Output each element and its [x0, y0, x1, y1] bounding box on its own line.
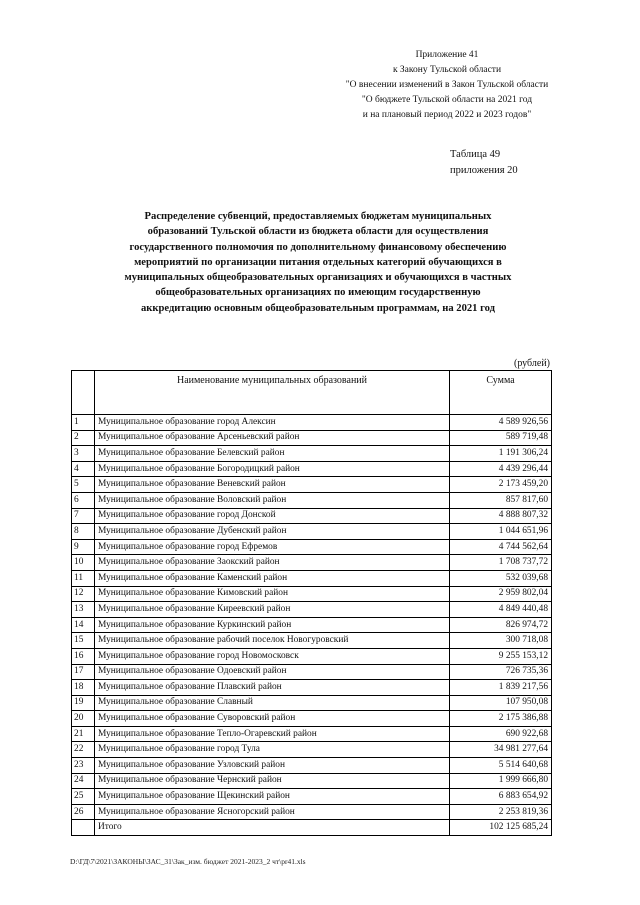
row-number-cell: 26 [72, 804, 95, 820]
row-number-cell: 25 [72, 789, 95, 805]
row-sum-cell: 726 735,36 [450, 664, 552, 680]
row-number-cell: 14 [72, 617, 95, 633]
appendix-line: и на плановый период 2022 и 2023 годов" [362, 110, 532, 120]
total-label-cell: Итого [95, 820, 450, 836]
row-name-cell: Муниципальное образование рабочий поселок Новогуровский [95, 633, 450, 649]
table-row [72, 773, 552, 789]
row-name-cell: Муниципальное образование город Донской [95, 508, 450, 524]
row-name-cell: Муниципальное образование Заокский район [95, 555, 450, 571]
appendix-line: "О бюджете Тульской области на 2021 год [361, 95, 533, 105]
row-name-cell: Муниципальное образование Воловский район [95, 492, 450, 508]
file-path-footer: D:\ГД\7\2021\ЗАКОНЫ\ЗАС_31\Зак_изм. бюджет 2021-2023_2 чт\pr41.xls [70, 857, 306, 866]
row-name-cell: Муниципальное образование Киреевский район [95, 602, 450, 618]
row-sum-cell: 4 439 296,44 [450, 461, 552, 477]
row-sum-cell: 2 175 386,88 [450, 711, 552, 727]
row-name-cell: Муниципальное образование Ясногорский район [95, 804, 450, 820]
row-number-cell: 7 [72, 508, 95, 524]
row-sum-cell: 4 849 440,48 [450, 602, 552, 618]
table-row [72, 758, 552, 774]
row-sum-cell: 2 253 819,36 [450, 804, 552, 820]
table-row [72, 492, 552, 508]
row-name-cell: Муниципальное образование Арсеньевский район [95, 430, 450, 446]
appendix-line: "О внесении изменений в Закон Тульской области [345, 80, 549, 90]
row-name-cell: Муниципальное образование Узловский район [95, 758, 450, 774]
row-name-cell: Муниципальное образование Куркинский район [95, 617, 450, 633]
row-sum-cell: 34 981 277,64 [450, 742, 552, 758]
total-number-cell [72, 820, 95, 836]
row-number-cell: 13 [72, 602, 95, 618]
row-name-cell: Муниципальное образование Веневский район [95, 477, 450, 493]
row-sum-cell: 1 191 306,24 [450, 446, 552, 462]
row-sum-cell: 5 514 640,68 [450, 758, 552, 774]
row-sum-cell: 1 708 737,72 [450, 555, 552, 571]
row-name-cell: Муниципальное образование город Новомосковск [95, 648, 450, 664]
table-row [72, 602, 552, 618]
table-row [72, 586, 552, 602]
row-number-cell: 2 [72, 430, 95, 446]
table-header-row [72, 371, 552, 415]
table-row [72, 446, 552, 462]
row-number-cell: 3 [72, 446, 95, 462]
row-sum-cell: 2 959 802,04 [450, 586, 552, 602]
row-sum-cell: 2 173 459,20 [450, 477, 552, 493]
table-row [72, 633, 552, 649]
table-row [72, 680, 552, 696]
table-number: Таблица 49 [450, 149, 501, 160]
title-line: общеобразовательных организациях по имеющим государственную [155, 287, 481, 299]
row-number-cell: 6 [72, 492, 95, 508]
subsidy-table [71, 370, 552, 836]
total-sum-cell: 102 125 685,24 [450, 820, 552, 836]
row-sum-cell: 1 999 666,80 [450, 773, 552, 789]
row-number-cell: 15 [72, 633, 95, 649]
appendix-line: к Закону Тульской области [392, 65, 502, 75]
row-name-cell: Муниципальное образование город Алексин [95, 415, 450, 431]
row-number-cell: 18 [72, 680, 95, 696]
row-name-cell: Муниципальное образование Чернский район [95, 773, 450, 789]
appendix-reference [330, 48, 564, 123]
row-name-cell: Муниципальное образование город Ефремов [95, 539, 450, 555]
appendix-line: Приложение 41 [415, 50, 479, 60]
row-name-cell: Муниципальное образование город Тула [95, 742, 450, 758]
row-number-cell: 19 [72, 695, 95, 711]
row-number-cell: 16 [72, 648, 95, 664]
row-sum-cell: 6 883 654,92 [450, 789, 552, 805]
table-total-row [72, 820, 552, 836]
title-line: аккредитацию основным общеобразовательным программам, на 2021 год [140, 302, 496, 314]
row-number-cell: 21 [72, 726, 95, 742]
row-name-cell: Муниципальное образование Богородицкий район [95, 461, 450, 477]
row-sum-cell: 4 744 562,64 [450, 539, 552, 555]
row-number-cell: 20 [72, 711, 95, 727]
units-label: (рублей) [513, 358, 550, 369]
row-number-cell: 23 [72, 758, 95, 774]
row-sum-cell: 9 255 153,12 [450, 648, 552, 664]
table-row [72, 555, 552, 571]
document-title [70, 209, 566, 316]
row-name-cell: Муниципальное образование Суворовский район [95, 711, 450, 727]
table-row [72, 695, 552, 711]
table-row [72, 664, 552, 680]
row-sum-cell: 826 974,72 [450, 617, 552, 633]
table-row [72, 617, 552, 633]
table-row [72, 742, 552, 758]
table-row [72, 539, 552, 555]
row-name-cell: Муниципальное образование Дубенский район [95, 524, 450, 540]
title-line: образований Тульской области из бюджета области для осуществления [147, 226, 489, 238]
row-name-cell: Муниципальное образование Плавский район [95, 680, 450, 696]
row-number-cell: 10 [72, 555, 95, 571]
table-row [72, 430, 552, 446]
row-sum-cell: 107 950,08 [450, 695, 552, 711]
title-line: Распределение субвенций, предоставляемых бюджетам муниципальных [144, 211, 492, 222]
row-number-cell: 24 [72, 773, 95, 789]
appendix-number: приложения 20 [450, 165, 518, 176]
row-name-cell: Муниципальное образование Тепло-Огаревский район [95, 726, 450, 742]
row-number-cell: 12 [72, 586, 95, 602]
row-number-cell: 9 [72, 539, 95, 555]
row-name-cell: Муниципальное образование Каменский район [95, 570, 450, 586]
row-number-cell: 11 [72, 570, 95, 586]
row-sum-cell: 1 839 217,56 [450, 680, 552, 696]
header-number-cell [72, 371, 95, 415]
row-sum-cell: 589 719,48 [450, 430, 552, 446]
row-sum-cell: 4 589 926,56 [450, 415, 552, 431]
row-number-cell: 4 [72, 461, 95, 477]
table-reference [450, 147, 560, 179]
table-row [72, 570, 552, 586]
row-number-cell: 17 [72, 664, 95, 680]
title-line: мероприятий по организации питания отдельных категорий обучающихся в [134, 256, 502, 268]
table-row [72, 648, 552, 664]
table-row [72, 477, 552, 493]
row-sum-cell: 857 817,60 [450, 492, 552, 508]
row-number-cell: 1 [72, 415, 95, 431]
table-row [72, 789, 552, 805]
row-sum-cell: 532 039,68 [450, 570, 552, 586]
table-row [72, 726, 552, 742]
row-name-cell: Муниципальное образование Кимовский район [95, 586, 450, 602]
table-row [72, 508, 552, 524]
row-sum-cell: 1 044 651,96 [450, 524, 552, 540]
table-row [72, 804, 552, 820]
table-row [72, 711, 552, 727]
title-line: муниципальных общеобразовательных организациях и обучающихся в частных [124, 272, 512, 284]
header-name-cell: Наименование муниципальных образований [95, 371, 450, 415]
table-row [72, 524, 552, 540]
row-name-cell: Муниципальное образование Белевский район [95, 446, 450, 462]
row-number-cell: 22 [72, 742, 95, 758]
row-name-cell: Муниципальное образование Славный [95, 695, 450, 711]
row-number-cell: 8 [72, 524, 95, 540]
row-name-cell: Муниципальное образование Одоевский район [95, 664, 450, 680]
row-name-cell: Муниципальное образование Щекинский район [95, 789, 450, 805]
row-sum-cell: 300 718,08 [450, 633, 552, 649]
row-number-cell: 5 [72, 477, 95, 493]
row-sum-cell: 4 888 807,32 [450, 508, 552, 524]
table-row [72, 461, 552, 477]
row-sum-cell: 690 922,68 [450, 726, 552, 742]
title-line: государственного полномочия по дополнительному финансовому обеспечению [129, 241, 507, 253]
header-sum-cell: Сумма [450, 371, 552, 415]
table-row [72, 415, 552, 431]
